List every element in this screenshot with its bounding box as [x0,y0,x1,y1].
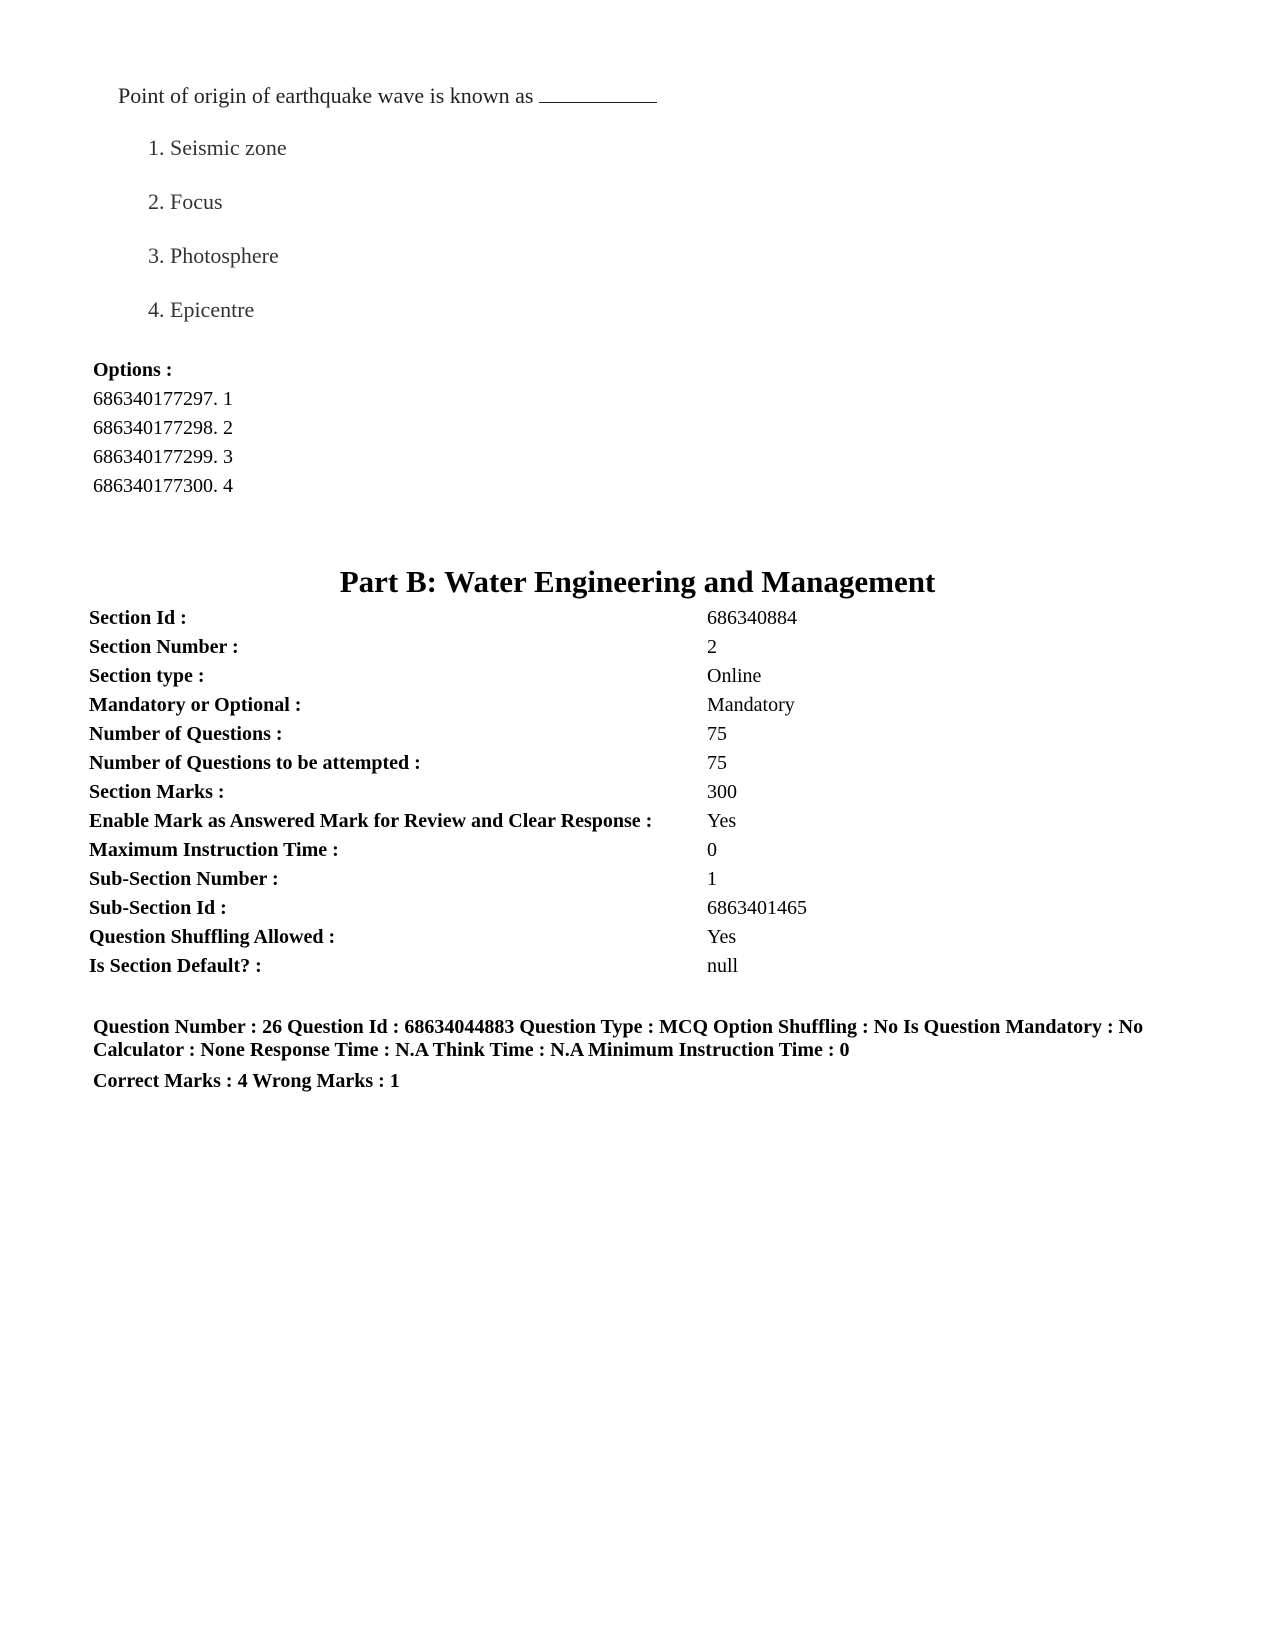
section-info-value: 686340884 [707,607,797,629]
choice-item: 2. Focus [148,189,223,214]
option-row: 686340177297. 1 [93,388,233,410]
section-info-label: Sub-Section Id : [89,897,227,919]
section-info-value: 75 [707,752,727,774]
question-meta: Question Number : 26 Question Id : 68634044883 Question Type : MCQ Option Shuffling : No Is Question Mandatory : No Calculator : None Response Time : N.A Think Time : N.A Minimum Instruction Time : 0 [93,1016,1144,1061]
section-info-table [89,604,807,981]
section-info-value: 6863401465 [707,897,807,919]
table-row [89,836,807,865]
section-info-label: Is Section Default? : [89,955,262,977]
table-row [89,662,807,691]
table-row [89,691,807,720]
section-info-value: 75 [707,723,727,745]
options-heading: Options : [93,359,173,381]
choice-item: 1. Seismic zone [148,135,287,160]
table-row [89,807,807,836]
section-info-value: Mandatory [707,694,795,716]
question-image-block [118,80,818,348]
section-info-label: Number of Questions : [89,723,283,745]
choice-item: 3. Photosphere [148,243,279,268]
section-info-value: null [707,955,739,977]
part-title: Part B: Water Engineering and Management [339,564,936,599]
table-row [89,749,807,778]
question-text-line [118,80,818,112]
section-info-value: 1 [707,868,717,890]
section-info-label: Mandatory or Optional : [89,694,302,716]
section-info-label: Sub-Section Number : [89,868,279,890]
section-info-value: Online [707,665,762,687]
question-text: Point of origin of earthquake wave is known as [118,83,534,108]
section-info-value: Yes [707,810,737,832]
section-info-value: 2 [707,636,717,658]
table-row [89,894,807,923]
table-row [89,633,807,662]
option-row: 686340177299. 3 [93,446,233,468]
option-row: 686340177300. 4 [93,475,233,497]
answer-blank [539,82,657,103]
choice-item: 4. Epicentre [148,297,255,322]
choice-list [148,132,818,348]
table-row [89,865,807,894]
section-info-label: Question Shuffling Allowed : [89,926,336,948]
table-row [89,923,807,952]
table-row [89,952,807,981]
section-info-label: Section Id : [89,607,187,629]
section-info-label: Section Marks : [89,781,225,803]
section-info-label: Number of Questions to be attempted : [89,752,421,774]
section-info-value: 300 [707,781,737,803]
section-info-value: 0 [707,839,717,861]
option-row: 686340177298. 2 [93,417,233,439]
section-info-label: Maximum Instruction Time : [89,839,339,861]
options-block [93,356,233,501]
section-info-value: Yes [707,926,737,948]
table-row [89,778,807,807]
section-info-label: Enable Mark as Answered Mark for Review and Clear Response : [89,810,653,832]
table-row [89,604,807,633]
marks-line: Correct Marks : 4 Wrong Marks : 1 [93,1070,400,1092]
section-info-label: Section type : [89,665,205,687]
section-info-label: Section Number : [89,636,239,658]
table-row [89,720,807,749]
